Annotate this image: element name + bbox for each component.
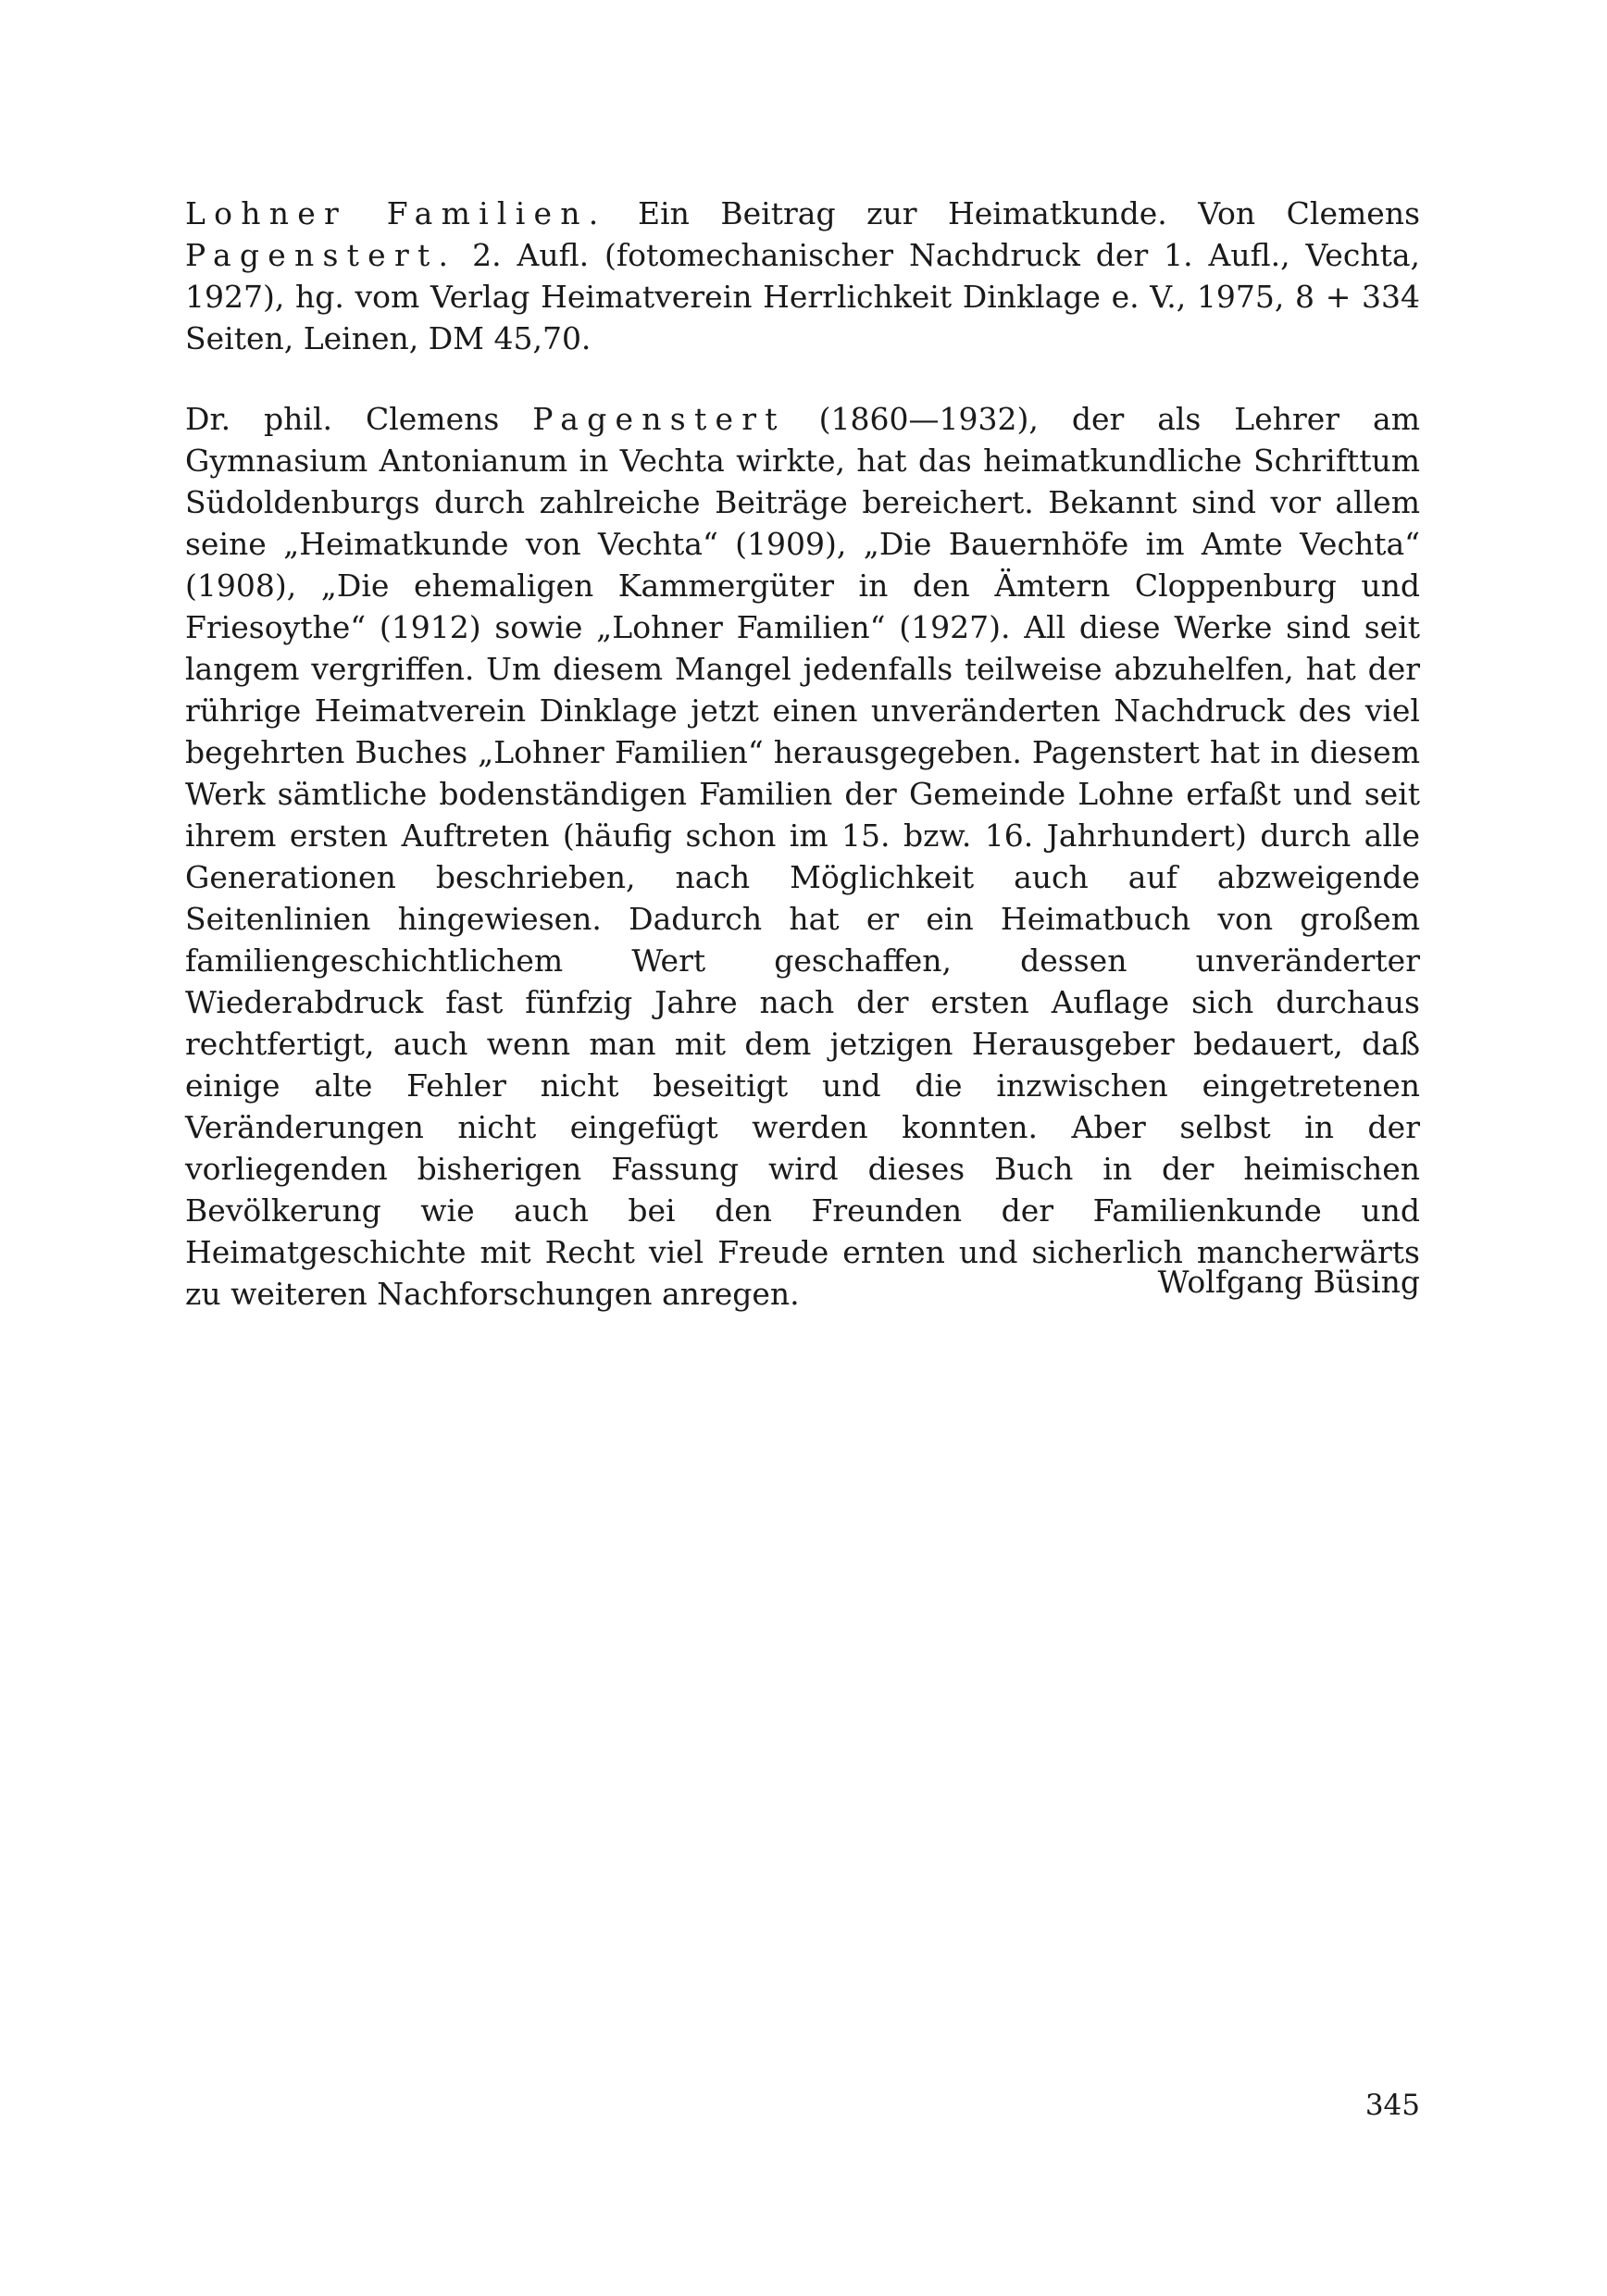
page-number: 345 xyxy=(1364,2089,1420,2122)
reviewer-signature: Wolfgang Büsing xyxy=(1157,1264,1420,1300)
review-paragraph xyxy=(185,398,1420,1315)
review-author-name: Pagenstert xyxy=(532,401,786,437)
citation-text-part-2: 2. Aufl. (fotomechanischer Nachdruck der 1. Aufl., Vechta, 1927), hg. vom Verlag Heimatverein Herrlichkeit Dinklage e. V., 1975, 8 + 334 Seiten, Leinen, DM 45,70. xyxy=(185,237,1420,356)
citation-author-name: Pagenstert. xyxy=(185,237,457,273)
review-text-part-2: (1860—1932), der als Lehrer am Gymnasium Antonianum in Vechta wirkte, hat das heimatkundliche Schrifttum Südoldenburgs durch zahlreiche Beiträge bereichert. Bekannt sind vor allem seine „Heimatkunde von Vechta“ (1909), „Die Bauernhöfe im Amte Vechta“ (1908), „Die ehemaligen Kammergüter in den Ämtern Cloppenburg und Friesoythe“ (1912) sowie „Lohner Familien“ (1927). All diese Werke sind seit langem vergriffen. Um diesem Mangel jedenfalls teilweise abzuhelfen, hat der rührige Heimatverein Dinklage jetzt einen unveränderten Nachdruck des viel begehrten Buches „Lohner Familien“ herausgegeben. Pagenstert hat in diesem Werk sämtliche bodenständigen Familien der Gemeinde Lohne erfaßt und seit ihrem ersten Auftreten (häufig schon im 15. bzw. 16. Jahrhundert) durch alle Generationen beschrieben, nach Möglichkeit auch auf abzweigende Seitenlinien hingewiesen. Dadurch hat er ein Heimatbuch von großem familiengeschichtlichem Wert geschaffen, dessen unveränderter Wiederabdruck fast fünfzig Jahre nach der ersten Auflage sich durchaus rechtfertigt, auch wenn man mit dem jetzigen Herausgeber bedauert, daß einige alte Fehler nicht beseitigt und die inzwischen eingetretenen Veränderungen nicht eingefügt werden konnten. Aber selbst in der vorliegenden bisherigen Fassung wird dieses Buch in der heimischen Bevölkerung wie auch bei den Freunden der Familienkunde und Heimatgeschichte mit Recht viel Freude ernten und sicherlich mancherwärts zu weiteren Nachforschungen anregen. xyxy=(185,401,1420,1312)
book-title: Lohner Familien. xyxy=(185,195,607,231)
book-citation xyxy=(185,193,1420,359)
review-text-part-1: Dr. phil. Clemens xyxy=(185,401,533,437)
citation-text-part-1: Ein Beitrag zur Heimatkunde. Von Clemens xyxy=(606,195,1421,231)
